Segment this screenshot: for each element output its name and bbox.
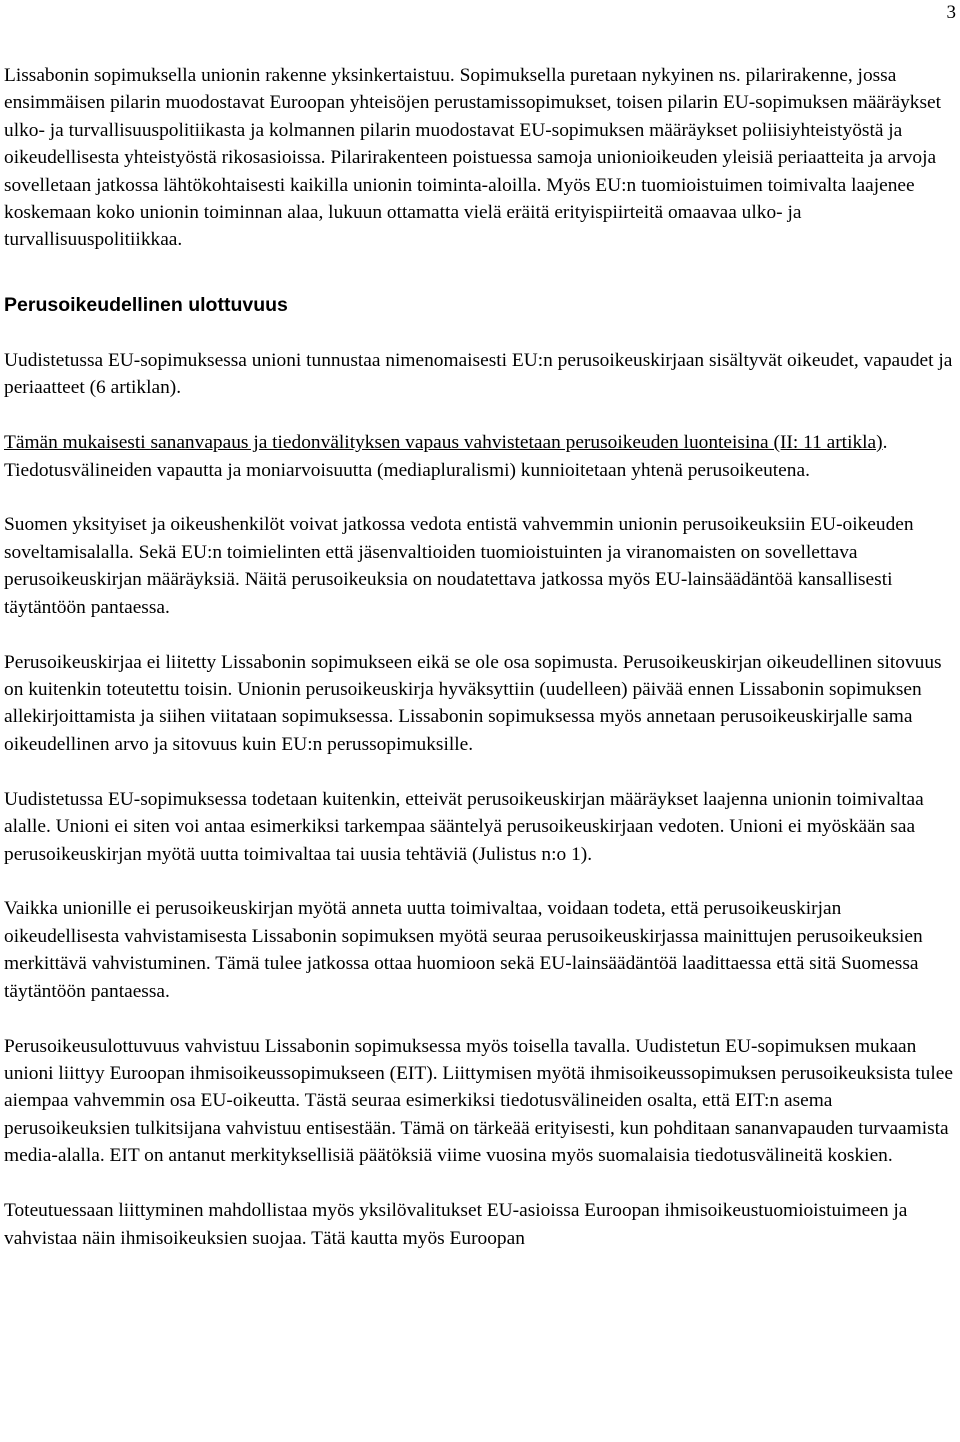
paragraph-individual-complaints: Toteutuessaan liittyminen mahdollistaa myös yksilövalitukset EU-asioissa Euroopan ihmisoikeustuomioistuimeen ja vahvistaa näin ihmisoikeuksien suojaa. Tätä kautta myös Euroopan (4, 1200, 908, 1249)
underlined-text: Tämän mukaisesti sananvapaus ja tiedonvälityksen vapaus vahvistetaan perusoikeuden luonteisina (II: 11 artikla) (4, 432, 883, 454)
paragraph-rights-strengthening: Vaikka unionille ei perusoikeuskirjan myötä anneta uutta toimivaltaa, voidaan todeta, että perusoikeuskirjan oikeudellisesta vahvistamisesta Lissabonin sopimuksen myötä seuraa perusoikeuskirjassa mainittujen perusoikeuksien merkittävä vahvistuminen. Tämä tulee jatkossa ottaa huomioon sekä EU-lainsäädäntöä laadittaessa että sitä Suomessa täytäntöön pantaessa. (4, 898, 923, 1002)
section-heading: Perusoikeudellinen ulottuvuus (4, 293, 288, 316)
paragraph-pillar-structure: Lissabonin sopimuksella unionin rakenne yksinkertaistuu. Sopimuksella puretaan nykyinen ns. pilarirakenne, jossa ensimmäisen pilarin muodostavat Euroopan yhteisöjen perustamissopimukset, toisen pilarin EU-sopimuksen määräykset ulko- ja turvallisuuspolitiikasta ja kolmannen pilarin muodostavat EU-sopimuksen määräykset poliisiyhteistyöstä ja oikeudellisesta yhteistyöstä rikosasioissa. Pilarirakenteen poistuessa samoja unionioikeuden yleisiä periaatteita ja arvoja sovelletaan jatkossa lähtökohtaisesti kaikilla unionin toiminta-aloilla. Myös EU:n tuomioistuimen toimivalta laajenee koskemaan koko unionin toiminnan alaa, lukuun ottamatta vielä eräitä erityispiirteitä omaavaa ulko- ja turvallisuuspolitiikkaa. (4, 65, 942, 251)
paragraph-text: . Tiedotusvälineiden vapautta ja moniarvoisuutta (mediapluralismi) kunnioitetaan yhtenä perusoikeutena. (4, 432, 888, 481)
paragraph-echr-accession: Perusoikeusulottuvuus vahvistuu Lissabonin sopimuksessa myös toisella tavalla. Uudistetun EU-sopimuksen mukaan unioni liittyy Euroopan ihmisoikeussopimukseen (EIT). Liittymisen myötä ihmisoikeussopimuksen perusoikeuksista tulee aiempaa vahvemmin osa EU-oikeutta. Tästä seuraa esimerkiksi tiedotusvälineiden osalta, että EIT:n asema perusoikeuksien tulkitsijana vahvistuu entisestään. Tämä on tärkeää erityisesti, kun pohditaan sananvapauden turvaamista media-alalla. EIT on antanut merkityksellisiä päätöksiä viime vuosina myös suomalaisia tiedotusvälineitä koskien. (4, 1035, 953, 1167)
page-number: 3 (946, 2, 956, 23)
paragraph-competence-limits: Uudistetussa EU-sopimuksessa todetaan kuitenkin, etteivät perusoikeuskirjan määräykset laajenna unionin toimivaltaa alalle. Unioni ei siten voi antaa esimerkiksi tarkempaa sääntelyä perusoikeuskirjaan vedoten. Unioni ei myöskään saa perusoikeuskirjan myötä uutta toimivaltaa tai uusia tehtäviä (Julistus n:o 1). (4, 788, 924, 865)
paragraph-charter-recognition: Uudistetussa EU-sopimuksessa unioni tunnustaa nimenomaisesti EU:n perusoikeuskirjaan sisältyvät oikeudet, vapaudet ja periaatteet (6 artiklan). (4, 349, 953, 399)
paragraph-invoking-rights: Suomen yksityiset ja oikeushenkilöt voivat jatkossa vedota entistä vahvemmin unionin perusoikeuksiin EU-oikeuden soveltamisalalla. Sekä EU:n toimielinten että jäsenvaltioiden tuomioistuinten ja viranomaisten on sovellettava perusoikeuskirjan määräyksiä. Näitä perusoikeuksia on noudatettava jatkossa myös EU-lainsäädäntöä kansallisesti täytäntöön pantaessa. (4, 514, 914, 618)
paragraph-charter-binding: Perusoikeuskirjaa ei liitetty Lissabonin sopimukseen eikä se ole osa sopimusta. Perusoikeuskirjan oikeudellinen sitovuus on kuitenkin toteutettu toisin. Unionin perusoikeuskirja hyväksyttiin (uudelleen) päivää ennen Lissabonin sopimuksen allekirjoittamista ja siihen viitataan sopimuksessa. Lissabonin sopimuksessa myös annetaan perusoikeuskirjalle sama oikeudellinen arvo ja sitovuus kuin EU:n perussopimuksille. (4, 651, 942, 755)
paragraph-freedom-of-expression (4, 429, 958, 484)
document-body (4, 62, 958, 1279)
